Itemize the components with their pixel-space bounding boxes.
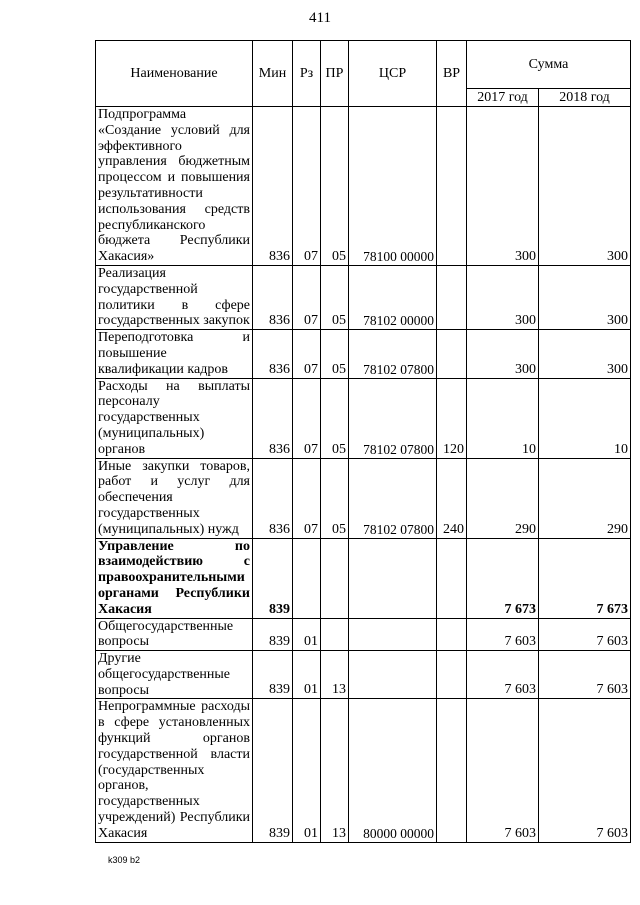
table-row bbox=[96, 378, 631, 458]
table-row bbox=[96, 618, 631, 651]
cell-rz: 01 bbox=[293, 618, 321, 651]
cell-name: Расходы на выплаты персоналу государственных (муниципальных) органов bbox=[96, 378, 253, 458]
budget-table bbox=[95, 40, 631, 843]
cell-y2017: 7 603 bbox=[467, 651, 539, 699]
table-row bbox=[96, 330, 631, 378]
cell-y2017: 10 bbox=[467, 378, 539, 458]
cell-y2018: 10 bbox=[539, 378, 631, 458]
cell-pr bbox=[321, 538, 349, 618]
header-name: Наименование bbox=[96, 41, 253, 107]
cell-min: 836 bbox=[253, 378, 293, 458]
cell-vr bbox=[437, 538, 467, 618]
cell-y2018: 7 603 bbox=[539, 699, 631, 842]
cell-min: 839 bbox=[253, 651, 293, 699]
cell-pr: 05 bbox=[321, 265, 349, 329]
cell-rz: 07 bbox=[293, 265, 321, 329]
cell-y2018: 7 603 bbox=[539, 651, 631, 699]
cell-min: 839 bbox=[253, 618, 293, 651]
cell-y2018: 300 bbox=[539, 265, 631, 329]
cell-csr bbox=[349, 618, 437, 651]
cell-rz bbox=[293, 538, 321, 618]
cell-vr: 240 bbox=[437, 458, 467, 538]
footer-code: k309 b2 bbox=[108, 855, 141, 865]
cell-vr: 120 bbox=[437, 378, 467, 458]
cell-vr bbox=[437, 618, 467, 651]
cell-vr bbox=[437, 107, 467, 266]
cell-name: Подпрограмма «Создание условий для эффективного управления бюджетным процессом и повышения результативности использования средств республиканского бюджета Республики Хакасия» bbox=[96, 107, 253, 266]
header-sum: Сумма bbox=[467, 41, 631, 89]
cell-csr: 78102 07800 bbox=[349, 458, 437, 538]
cell-vr bbox=[437, 651, 467, 699]
cell-name: Другие общегосударственные вопросы bbox=[96, 651, 253, 699]
cell-min: 836 bbox=[253, 458, 293, 538]
header-2018: 2018 год bbox=[539, 89, 631, 107]
cell-pr: 05 bbox=[321, 458, 349, 538]
cell-vr bbox=[437, 265, 467, 329]
header-2017: 2017 год bbox=[467, 89, 539, 107]
cell-name: Непрограммные расходы в сфере установленных функций органов государственной власти (государственных органов, государственных учреждений) Республики Хакасия bbox=[96, 699, 253, 842]
cell-y2018: 7 673 bbox=[539, 538, 631, 618]
cell-pr: 13 bbox=[321, 699, 349, 842]
cell-rz: 07 bbox=[293, 458, 321, 538]
cell-y2017: 300 bbox=[467, 265, 539, 329]
cell-csr: 80000 00000 bbox=[349, 699, 437, 842]
cell-name: Переподготовка и повышение квалификации кадров bbox=[96, 330, 253, 378]
cell-min: 839 bbox=[253, 538, 293, 618]
cell-y2018: 290 bbox=[539, 458, 631, 538]
table-row bbox=[96, 265, 631, 329]
cell-pr: 05 bbox=[321, 378, 349, 458]
header-csr: ЦСР bbox=[349, 41, 437, 107]
cell-name: Общегосударственные вопросы bbox=[96, 618, 253, 651]
cell-min: 836 bbox=[253, 330, 293, 378]
cell-min: 836 bbox=[253, 107, 293, 266]
cell-y2017: 7 603 bbox=[467, 618, 539, 651]
cell-rz: 07 bbox=[293, 330, 321, 378]
table-row bbox=[96, 699, 631, 842]
cell-y2017: 300 bbox=[467, 107, 539, 266]
cell-name: Иные закупки товаров, работ и услуг для обеспечения государственных (муниципальных) нужд bbox=[96, 458, 253, 538]
cell-csr: 78102 00000 bbox=[349, 265, 437, 329]
cell-rz: 01 bbox=[293, 651, 321, 699]
header-vr: ВР bbox=[437, 41, 467, 107]
cell-y2017: 7 673 bbox=[467, 538, 539, 618]
cell-y2018: 300 bbox=[539, 330, 631, 378]
table-row bbox=[96, 107, 631, 266]
cell-csr: 78100 00000 bbox=[349, 107, 437, 266]
table-row bbox=[96, 651, 631, 699]
cell-pr bbox=[321, 618, 349, 651]
cell-vr bbox=[437, 699, 467, 842]
cell-csr bbox=[349, 538, 437, 618]
cell-csr: 78102 07800 bbox=[349, 330, 437, 378]
cell-csr: 78102 07800 bbox=[349, 378, 437, 458]
cell-pr: 05 bbox=[321, 107, 349, 266]
cell-name: Реализация государственной политики в сфере государственных закупок bbox=[96, 265, 253, 329]
table-body bbox=[96, 107, 631, 843]
header-rz: Рз bbox=[293, 41, 321, 107]
table-row bbox=[96, 538, 631, 618]
cell-rz: 07 bbox=[293, 107, 321, 266]
cell-csr bbox=[349, 651, 437, 699]
cell-y2017: 290 bbox=[467, 458, 539, 538]
page-number: 411 bbox=[309, 10, 331, 26]
cell-rz: 07 bbox=[293, 378, 321, 458]
header-pr: ПР bbox=[321, 41, 349, 107]
cell-y2017: 7 603 bbox=[467, 699, 539, 842]
cell-min: 839 bbox=[253, 699, 293, 842]
cell-pr: 05 bbox=[321, 330, 349, 378]
cell-rz: 01 bbox=[293, 699, 321, 842]
cell-min: 836 bbox=[253, 265, 293, 329]
cell-vr bbox=[437, 330, 467, 378]
cell-name: Управление по взаимодействию с правоохранительными органами Республики Хакасия bbox=[96, 538, 253, 618]
table-row bbox=[96, 458, 631, 538]
cell-y2017: 300 bbox=[467, 330, 539, 378]
header-min: Мин bbox=[253, 41, 293, 107]
cell-y2018: 300 bbox=[539, 107, 631, 266]
cell-pr: 13 bbox=[321, 651, 349, 699]
cell-y2018: 7 603 bbox=[539, 618, 631, 651]
